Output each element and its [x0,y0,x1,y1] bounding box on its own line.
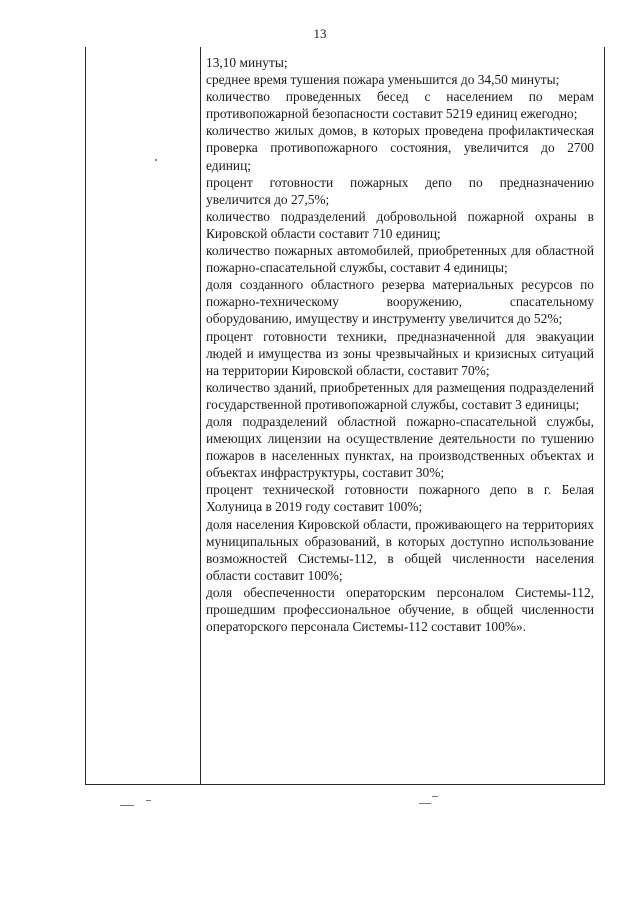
list-item: доля населения Кировской области, проживающего на территориях муниципальных образований, в которых доступно использование возможностей Системы-112, в общей численности населения области составит 100%; [206,516,594,583]
table [85,47,605,785]
scan-mark [419,803,431,804]
list-item: количество подразделений добровольной пожарной охраны в Кировской области составит 710 единиц; [206,208,594,241]
scan-dot [155,159,157,161]
list-item: доля подразделений областной пожарно-спасательной службы, имеющих лицензии на осуществление деятельности по тушению пожаров в населенных пунктах, на производственных объектах и объектах инфраструктуры, составит 30%; [206,413,594,481]
list-item: процент технической готовности пожарного депо в г. Белая Холуница в 2019 году составит 100%; [206,482,594,515]
column-divider [200,47,201,784]
scan-mark [432,796,438,797]
list-item: количество зданий, приобретенных для размещения подразделений государственной противопожарной службы, составит 3 единицы; [206,379,594,412]
list-item: количество пожарных автомобилей, приобретенных для областной пожарно-спасательной службы, составит 4 единицы; [206,243,594,276]
page-number: 13 [313,26,327,41]
table-left-cell [86,47,200,784]
list-item: среднее время тушения пожара уменьшится до 34,50 минуты; [206,72,560,88]
list-item: количество проведенных бесед с населением по мерам противопожарной безопасности составит 5219 единиц ежегодно; [206,89,594,122]
scan-mark [146,800,151,801]
scan-mark [120,805,134,806]
list-item: процент готовности пожарных депо по предназначению увеличится до 27,5%; [206,174,594,207]
list-item: 13,10 минуты; [206,55,288,70]
list-item: доля созданного областного резерва материальных ресурсов по пожарно-техническому вооружению, спасательному оборудованию, имуществу и инструменту увеличится до 52%; [206,277,594,327]
table-right-cell [206,54,594,635]
list-item: процент готовности техники, предназначенной для эвакуации людей и имущества из зоны чрезвычайных и кризисных ситуаций на территории Кировской области, составит 70%; [206,328,594,378]
list-item: количество жилых домов, в которых проведена профилактическая проверка противопожарного состояния, увеличится до 2700 единиц; [206,123,594,173]
list-item: доля обеспеченности операторским персоналом Системы-112, прошедшим профессиональное обучение, в общей численности операторского персонала Системы-112 составит 100%». [206,584,594,635]
